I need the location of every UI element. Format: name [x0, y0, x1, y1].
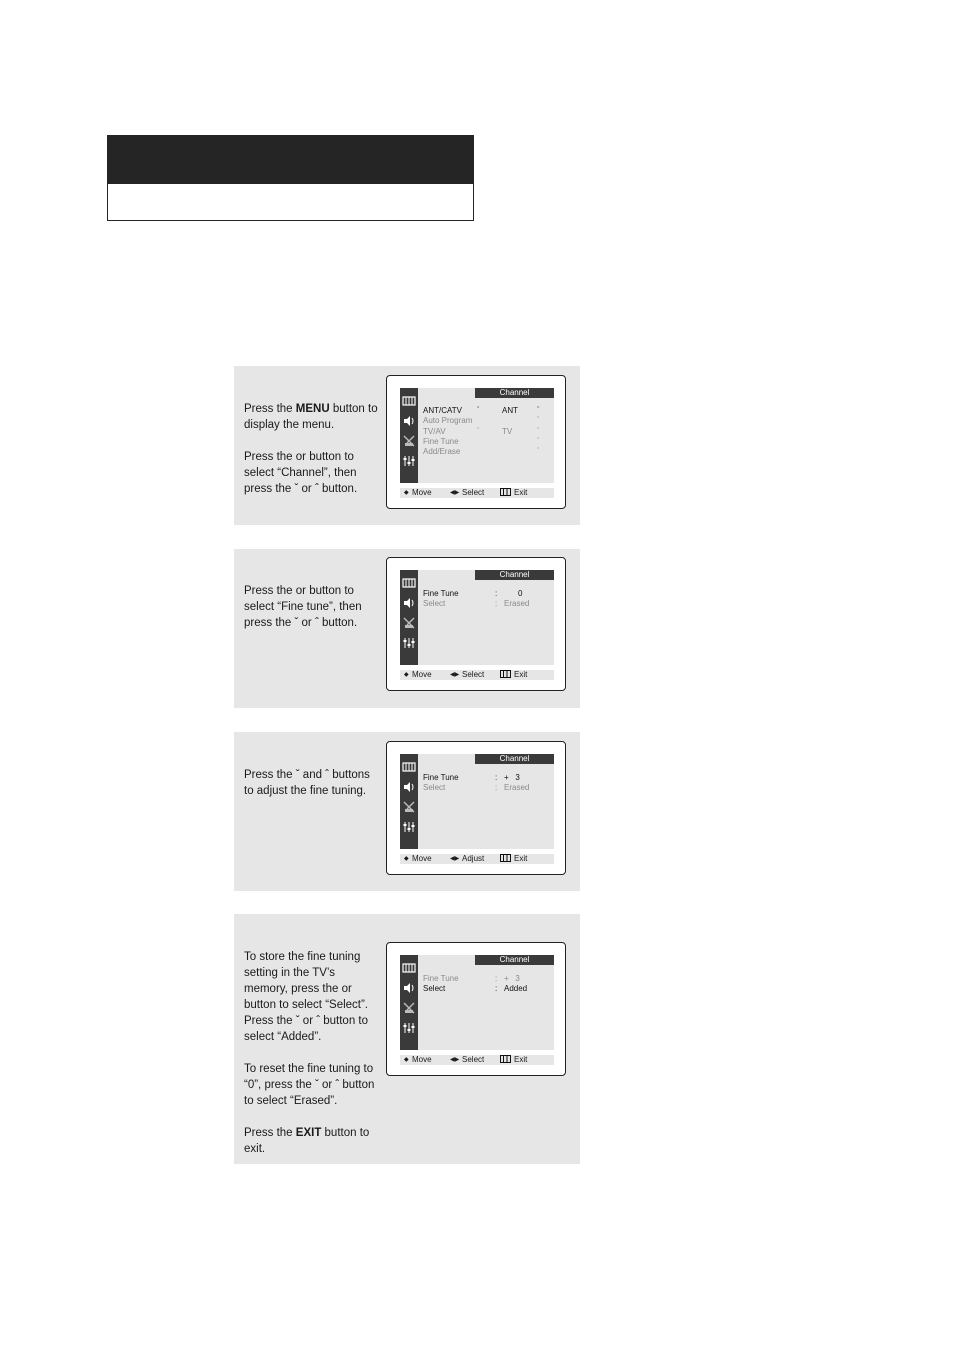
instruction-text: button to display the menu. — [244, 403, 378, 431]
select-hint: Select — [462, 1055, 485, 1064]
menu-item-label: ANT/CATV — [423, 406, 462, 415]
menu-item-value: + 3 — [504, 773, 520, 782]
menu-footer — [400, 1055, 554, 1065]
menu-item-value: + 3 — [504, 974, 520, 983]
setup-icon — [402, 1021, 416, 1035]
select-hint: Select — [462, 670, 485, 679]
sound-icon — [402, 780, 416, 794]
instruction-paragraph — [244, 401, 379, 433]
tv-menu-sidebar — [400, 754, 418, 849]
menu-title: Channel — [475, 955, 554, 965]
instruction-text: To store the fine tuning setting in the TV’s memory, press the or button to select “Select”. Press the ˇ or ˆ button to select “Added”. — [244, 951, 369, 1043]
instruction-text: Press the ˇ and ˆ buttons to adjust the fine tuning. — [244, 769, 370, 797]
step-3-instructions — [244, 767, 379, 799]
menu-title: Channel — [475, 388, 554, 398]
menu-item-label: Fine Tune — [423, 974, 459, 983]
channel-antenna-icon — [402, 616, 416, 630]
instruction-paragraph — [244, 583, 379, 631]
leftright-arrow-icon: ◀▶ — [450, 672, 460, 678]
menu-item-value: 0 — [518, 589, 523, 598]
exit-hint: Exit — [514, 1055, 528, 1064]
menu-item-separator: : — [495, 589, 498, 598]
instruction-text: Press the or button to select “Channel”, then press the ˇ or ˆ button. — [244, 451, 358, 495]
menu-button-icon — [500, 488, 511, 498]
menu-footer — [400, 854, 554, 864]
tv-menu-1 — [386, 375, 566, 509]
menu-item-label: Select — [423, 599, 446, 609]
sound-icon — [402, 981, 416, 995]
menu-item-separator: : — [495, 599, 498, 609]
updown-arrow-icon: ◆ — [404, 1057, 409, 1063]
channel-antenna-icon — [402, 800, 416, 814]
menu-button-icon — [500, 1055, 511, 1065]
button-name: EXIT — [295, 1127, 322, 1139]
instruction-paragraph — [244, 1061, 379, 1109]
instruction-paragraph — [244, 949, 379, 1045]
setup-icon — [402, 454, 416, 468]
menu-button-icon — [500, 854, 511, 864]
instruction-text: To reset the fine tuning to “0”, press the ˇ or ˆ button to select “Erased”. — [244, 1063, 375, 1107]
tv-menu-screen — [418, 955, 554, 1050]
menu-item-label: Select — [423, 984, 446, 994]
sound-icon — [402, 596, 416, 610]
menu-item-label: Fine Tune — [423, 773, 459, 782]
select-hint: Select — [462, 488, 485, 497]
setup-icon — [402, 820, 416, 834]
step-3 — [234, 732, 580, 891]
section-subheader-box — [107, 184, 474, 221]
menu-item-value: Erased — [504, 783, 530, 793]
tv-menu-sidebar — [400, 955, 418, 1050]
tv-menu-2 — [386, 557, 566, 691]
tv-menu-sidebar — [400, 388, 418, 483]
right-arrow-icon: ˆ — [537, 437, 540, 445]
button-name: MENU — [295, 403, 330, 415]
instruction-text: Press the or button to select “Fine tune”, then press the ˇ or ˆ button. — [244, 585, 362, 629]
right-arrow-icon: ˆ — [537, 417, 540, 425]
channel-antenna-icon — [402, 434, 416, 448]
step-4-instructions — [244, 949, 379, 1157]
exit-hint: Exit — [514, 488, 528, 497]
right-arrow-icon: ˆ — [537, 407, 540, 414]
menu-footer — [400, 488, 554, 498]
step-1-instructions — [244, 401, 379, 497]
channel-antenna-icon — [402, 1001, 416, 1015]
instruction-text: Press the — [244, 1127, 296, 1139]
step-2 — [234, 549, 580, 708]
menu-item-separator: : — [495, 984, 498, 994]
picture-icon — [402, 576, 416, 590]
menu-item-label: Add/Erase — [423, 447, 461, 457]
menu-item-value: TV — [502, 426, 513, 436]
step-1 — [234, 366, 580, 525]
right-arrow-icon: ˆ — [537, 427, 540, 435]
section-header-bar — [107, 135, 474, 184]
tv-menu-3 — [386, 741, 566, 875]
leftright-arrow-icon: ◀▶ — [450, 856, 460, 862]
menu-item-separator: : — [495, 773, 498, 782]
leftright-arrow-icon: ◀▶ — [450, 490, 460, 496]
picture-icon — [402, 961, 416, 975]
move-hint: Move — [412, 1055, 432, 1064]
menu-item-value: Erased — [504, 599, 530, 609]
menu-item-label: Fine Tune — [423, 589, 459, 598]
step-4 — [234, 914, 580, 1164]
sound-icon — [402, 414, 416, 428]
tv-menu-4 — [386, 942, 566, 1076]
menu-footer — [400, 670, 554, 680]
exit-hint: Exit — [514, 854, 528, 863]
menu-button-icon — [500, 670, 511, 680]
updown-arrow-icon: ◆ — [404, 672, 409, 678]
menu-item-separator: : — [495, 974, 498, 983]
updown-arrow-icon: ◆ — [404, 856, 409, 862]
tv-menu-screen — [418, 388, 554, 483]
menu-item-label: Select — [423, 783, 446, 793]
left-arrow-icon: ˇ — [477, 427, 480, 435]
menu-item-separator: : — [495, 783, 498, 793]
move-hint: Move — [412, 670, 432, 679]
instruction-paragraph — [244, 449, 379, 497]
instruction-paragraph — [244, 1125, 379, 1157]
menu-item-label: TV/AV — [423, 426, 446, 436]
instruction-text: Press the — [244, 403, 296, 415]
menu-item-label: Fine Tune — [423, 436, 459, 446]
left-arrow-icon: ˇ — [477, 407, 480, 414]
menu-item-value: Added — [504, 984, 528, 994]
select-hint: Adjust — [462, 854, 485, 863]
tv-menu-screen — [418, 570, 554, 665]
setup-icon — [402, 636, 416, 650]
instruction-paragraph — [244, 767, 379, 799]
updown-arrow-icon: ◆ — [404, 490, 409, 496]
tv-menu-screen — [418, 754, 554, 849]
leftright-arrow-icon: ◀▶ — [450, 1057, 460, 1063]
exit-hint: Exit — [514, 670, 528, 679]
tv-menu-sidebar — [400, 570, 418, 665]
menu-item-label: Auto Program — [423, 416, 473, 426]
picture-icon — [402, 760, 416, 774]
right-arrow-icon: ˆ — [537, 448, 540, 456]
move-hint: Move — [412, 854, 432, 863]
menu-title: Channel — [475, 570, 554, 580]
instruction-text: button to exit. — [244, 1127, 370, 1155]
menu-title: Channel — [475, 754, 554, 764]
step-2-instructions — [244, 583, 379, 631]
picture-icon — [402, 394, 416, 408]
menu-item-value: ANT — [502, 406, 518, 415]
move-hint: Move — [412, 488, 432, 497]
